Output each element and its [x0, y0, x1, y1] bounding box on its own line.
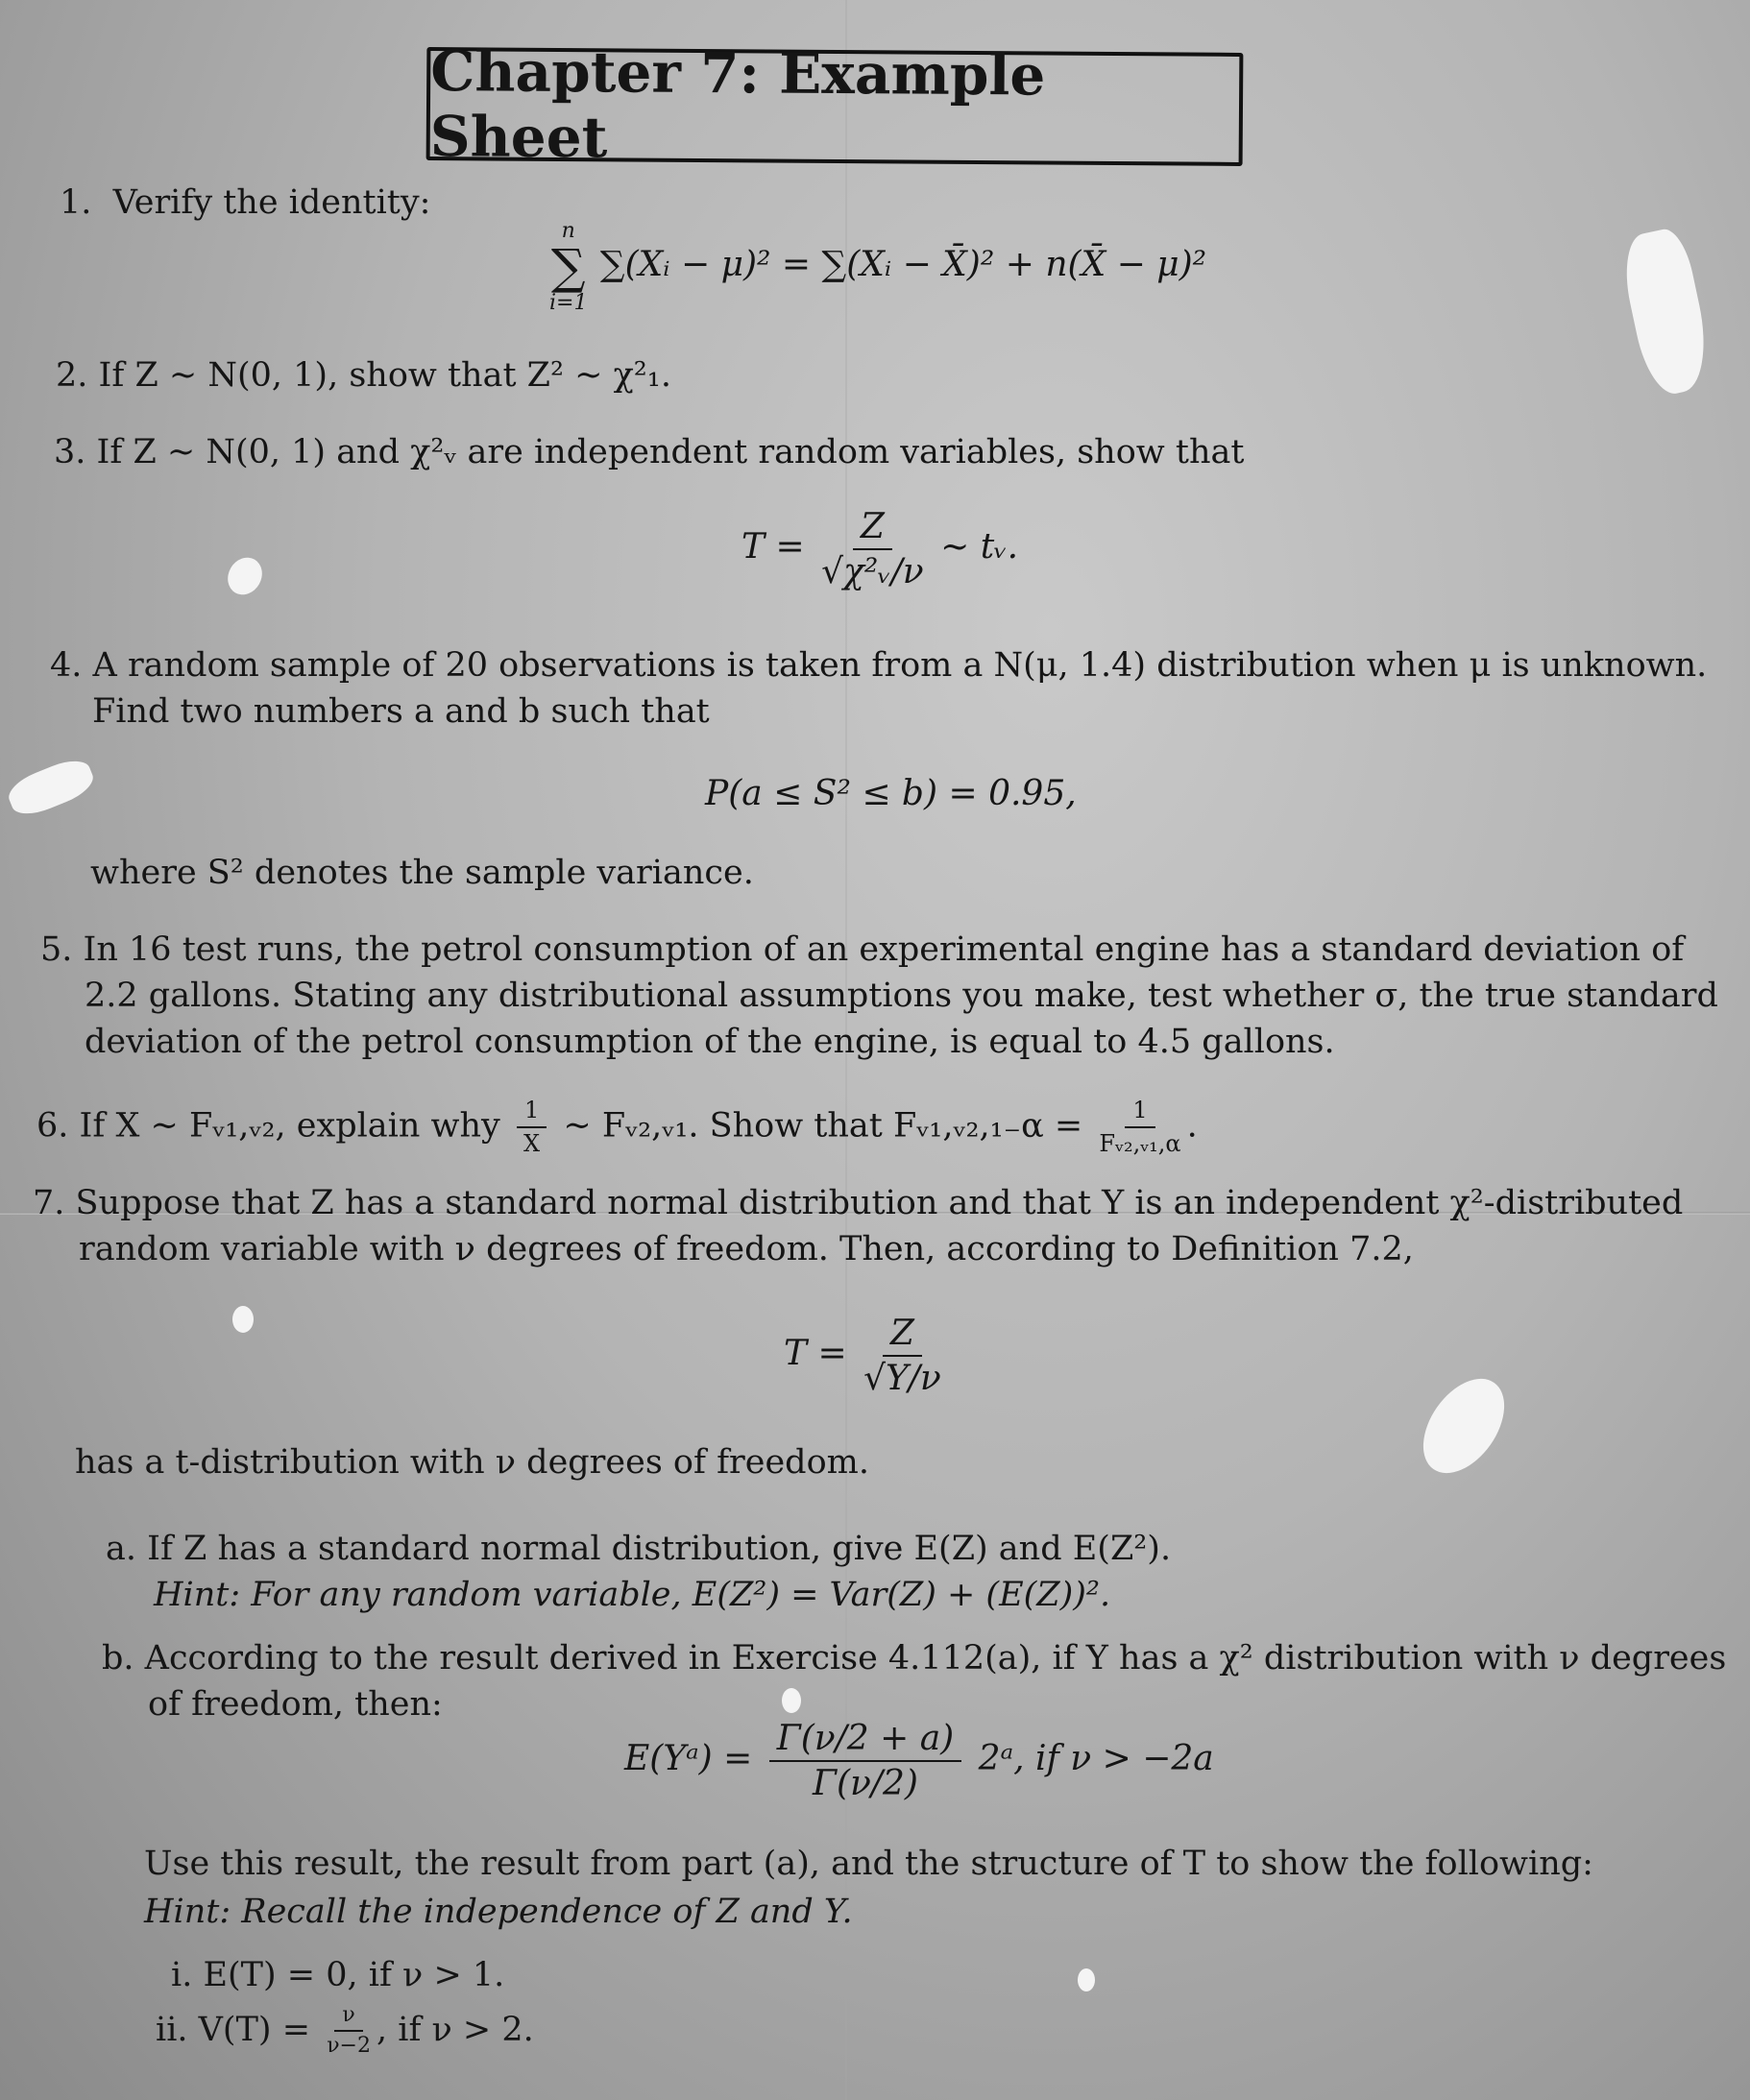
q7-line1: 7. Suppose that Z has a standard normal distribution and that Y is an independent χ²-distributed [33, 1184, 1684, 1222]
whiteout-mark [4, 754, 98, 822]
q7b-line1: b. According to the result derived in Exercise 4.112(a), if Y has a χ² distribution with ν degrees [102, 1639, 1727, 1678]
q7b-line3: Use this result, the result from part (a), and the structure of T to show the following: [144, 1845, 1593, 1883]
q4-line2: Find two numbers a and b such that [92, 692, 710, 731]
q6-text: 6. If X ~ Fᵥ₁,ᵥ₂, explain why $\frac{1}{X}$ ~ Fᵥ₂,ᵥ₁. Show that Fᵥ₁,ᵥ₂,₁₋α = $\frac{1}{\text{Fᵥ₂,ᵥ₁,α}}$ . [36, 1097, 1198, 1157]
q7-fraction: $\frac{Z}{√Y/\nu}$ [863, 1314, 941, 1398]
q5-line2: 2.2 gallons. Stating any distributional assumptions you make, test whether σ, the true standard [85, 977, 1718, 1015]
q3-text: 3. If Z ~ N(0, 1) and χ²ᵥ are independent random variables, show that [54, 433, 1245, 471]
q7b-fraction: $\frac{\Gamma(\nu/2 + a)}{\Gamma(\nu/2)}$ [769, 1719, 962, 1803]
q3-fraction: $\frac{Z}{\text{√χ²ᵥ/ν}}$ [821, 507, 924, 591]
q7-equation: T = $\frac{Z}{√Y/\nu}$ [784, 1314, 941, 1398]
q7a-line1: a. If Z has a standard normal distribution, give E(Z) and E(Z²). [106, 1530, 1172, 1568]
q7bii-text: ii. V(T) = $\frac{\nu}{\nu-2}$ , if ν > 2. [156, 2003, 534, 2059]
whiteout-mark [1407, 1364, 1521, 1487]
q7bii-fraction: $\frac{\nu}{\nu-2}$ [327, 2003, 371, 2059]
q6-fraction-1: $\frac{1}{X}$ [517, 1097, 547, 1158]
title-text: Chapter 7: Example Sheet [429, 38, 1046, 171]
q1-equation: n ∑ i=1 ∑(Xᵢ − μ)² = ∑(Xᵢ − X̄)² + n(X̄ − μ)² [549, 219, 1207, 315]
q5-line3: deviation of the petrol consumption of the engine, is equal to 4.5 gallons. [85, 1023, 1335, 1061]
q7b-line2: of freedom, then: [148, 1685, 443, 1724]
q3-equation: T = $\frac{Z}{\text{√χ²ᵥ/ν}}$ ~ tᵥ. [741, 507, 1019, 591]
q4-equation: P(a ≤ S² ≤ b) = 0.95, [705, 774, 1077, 813]
q1-text: 1. Verify the identity: [60, 183, 431, 222]
q7b-equation: E(Yᵃ) = $\frac{\Gamma(\nu/2 + a)}{\Gamma(\nu/2)}$ 2ᵃ, if ν > −2a [624, 1719, 1214, 1803]
q7a-hint: Hint: For any random variable, E(Z²) = Var(Z) + (E(Z))². [154, 1576, 1111, 1614]
q5-line1: 5. In 16 test runs, the petrol consumption of an experimental engine has a standard deviation of [40, 930, 1685, 969]
whiteout-mark [1616, 226, 1716, 399]
page-title [426, 38, 1244, 171]
whiteout-mark [1078, 1968, 1095, 1991]
sum-symbol: n ∑ i=1 [549, 219, 588, 315]
q7-line3: has a t-distribution with ν degrees of freedom. [75, 1443, 869, 1482]
whiteout-mark [782, 1688, 801, 1713]
q4-line3: where S² denotes the sample variance. [90, 854, 754, 892]
whiteout-mark [221, 551, 268, 601]
q7bi-text: i. E(T) = 0, if ν > 1. [171, 1956, 505, 1994]
whiteout-mark [232, 1306, 254, 1333]
q4-line1: 4. A random sample of 20 observations is taken from a N(μ, 1.4) distribution when μ is unknown. [50, 646, 1708, 685]
q2-text: 2. If Z ~ N(0, 1), show that Z² ~ χ²₁. [56, 356, 671, 395]
q6-fraction-2: $\frac{1}{\text{Fᵥ₂,ᵥ₁,α}}$ [1099, 1097, 1181, 1157]
q7-line2: random variable with ν degrees of freedom. Then, according to Definition 7.2, [79, 1230, 1414, 1268]
q7b-hint: Hint: Recall the independence of Z and Y. [144, 1893, 853, 1931]
